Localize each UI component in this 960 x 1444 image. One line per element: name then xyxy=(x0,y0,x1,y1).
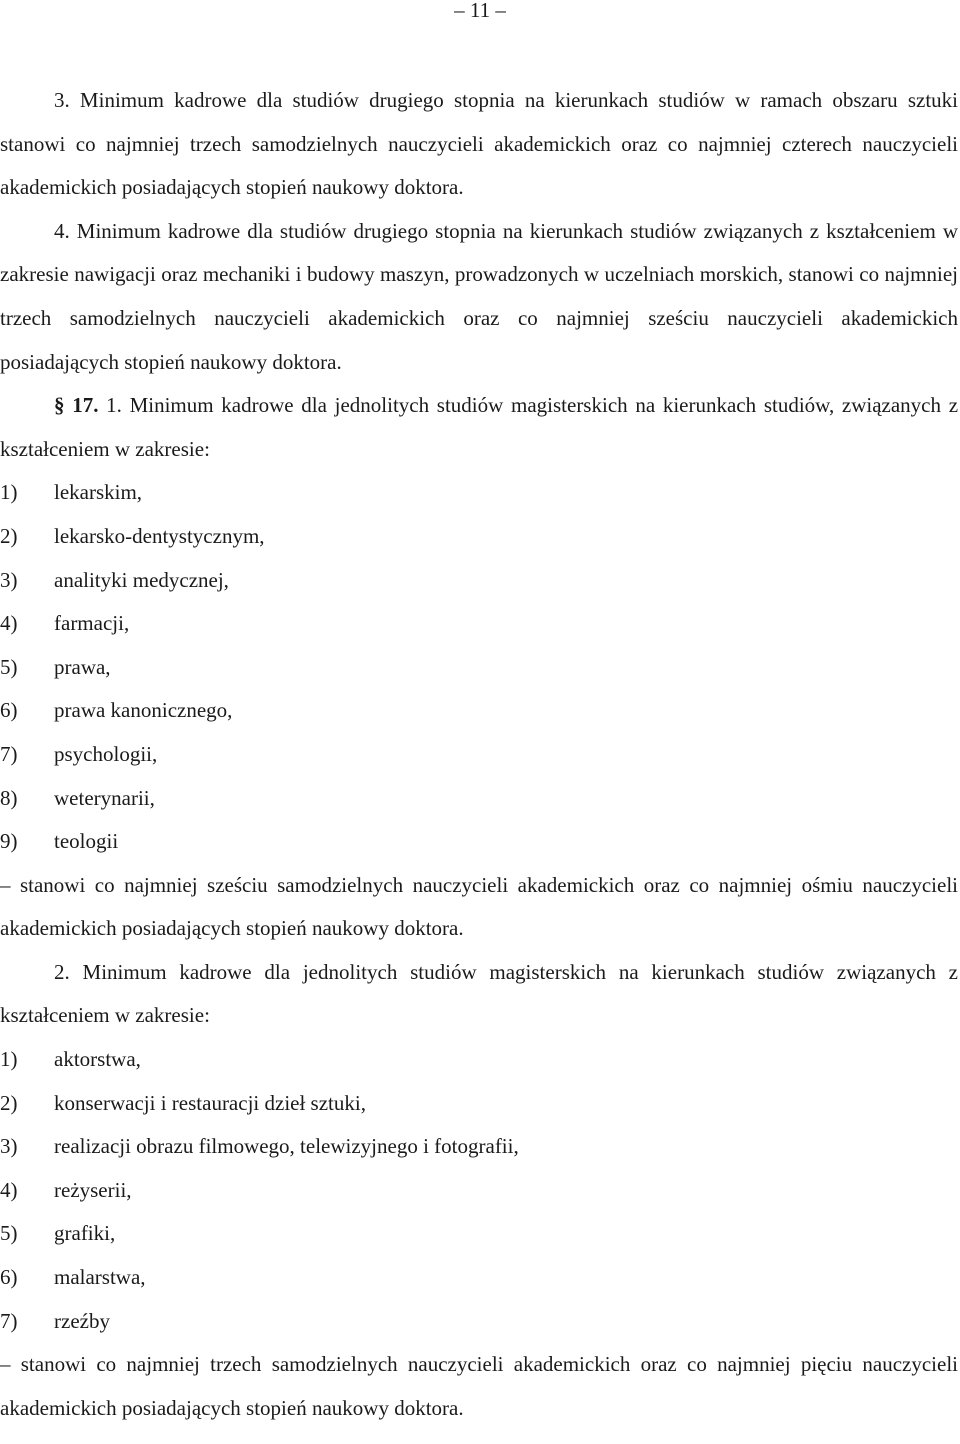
list-item xyxy=(0,689,958,733)
list-item xyxy=(0,471,958,515)
list-item-number: 8) xyxy=(0,785,18,810)
list-item-text: reżyserii, xyxy=(54,1177,132,1202)
list-art-fields xyxy=(0,1038,958,1343)
list-item xyxy=(0,515,958,559)
list-item-number: 3) xyxy=(0,567,18,592)
list-item xyxy=(0,1038,958,1082)
list-item xyxy=(0,1212,958,1256)
list-item-number: 2) xyxy=(0,1090,18,1115)
list-item xyxy=(0,1082,958,1126)
paragraph-4: 4. Minimum kadrowe dla studiów drugiego stopnia na kierunkach studiów związanych z kształceniem w zakresie nawigacji oraz mechaniki i budowy maszyn, prowadzonych w uczelniach morskich, stanowi co najmniej trzech samodzielnych nauczycieli akademickich oraz co najmniej sześciu nauczycieli akademickich posiadających stopień naukowy doktora. xyxy=(0,218,958,374)
list-item-text: farmacji, xyxy=(54,611,130,636)
list-item-number: 3) xyxy=(0,1134,18,1159)
list-item-number: 7) xyxy=(0,1308,18,1333)
list-item xyxy=(0,733,958,777)
list-item-text: analityki medycznej, xyxy=(54,567,229,592)
list-item-text: aktorstwa, xyxy=(54,1047,141,1072)
list-item-text: realizacji obrazu filmowego, telewizyjnego i fotografii, xyxy=(54,1134,519,1159)
list-item xyxy=(0,602,958,646)
paragraph-3: 3. Minimum kadrowe dla studiów drugiego stopnia na kierunkach studiów w ramach obszaru sztuki stanowi co najmniej trzech samodzielnych nauczycieli akademickich oraz co najmniej czterech nauczycieli akademickich posiadających stopień naukowy doktora. xyxy=(0,88,958,200)
list-item-number: 7) xyxy=(0,741,18,766)
section-17-closing-1: – stanowi co najmniej sześciu samodzielnych nauczycieli akademickich oraz co najmniej ośmiu nauczycieli akademickich posiadających stopień naukowy doktora. xyxy=(0,872,958,941)
list-item-text: psychologii, xyxy=(54,741,158,766)
list-item xyxy=(0,820,958,864)
section-heading: § 17. xyxy=(54,393,99,418)
section-17-paragraph-1 xyxy=(0,384,958,471)
list-item-number: 5) xyxy=(0,1221,18,1246)
list-item xyxy=(0,1256,958,1300)
list-item-number: 2) xyxy=(0,523,18,548)
page-number: – 11 – xyxy=(454,0,506,22)
list-item-text: lekarsko-dentystycznym, xyxy=(54,523,265,548)
list-item-number: 6) xyxy=(0,698,18,723)
section-17-closing-2: – stanowi co najmniej trzech samodzielnych nauczycieli akademickich oraz co najmniej pięciu nauczycieli akademickich posiadających stopień naukowy doktora. xyxy=(0,1352,958,1420)
list-item-number: 6) xyxy=(0,1265,18,1290)
list-item-number: 1) xyxy=(0,1047,18,1072)
list-item xyxy=(0,559,958,603)
list-item xyxy=(0,777,958,821)
section-17-paragraph-2: 2. Minimum kadrowe dla jednolitych studiów magisterskich na kierunkach studiów związanych z kształceniem w zakresie: xyxy=(0,959,958,1028)
list-item xyxy=(0,1169,958,1213)
list-item xyxy=(0,646,958,690)
list-item-text: prawa, xyxy=(54,654,111,679)
document-body xyxy=(0,79,958,1430)
list-item-text: prawa kanonicznego, xyxy=(54,698,233,723)
list-item xyxy=(0,1300,958,1344)
list-item-text: grafiki, xyxy=(54,1221,116,1246)
section-17-intro-1: 1. Minimum kadrowe dla jednolitych studiów magisterskich na kierunkach studiów, związanych z kształceniem w zakresie: xyxy=(0,393,959,461)
list-item-number: 9) xyxy=(0,829,18,854)
list-item-number: 4) xyxy=(0,611,18,636)
list-item-text: weterynarii, xyxy=(54,785,155,810)
list-item-text: lekarskim, xyxy=(54,480,143,505)
list-item-text: teologii xyxy=(54,829,119,854)
list-item-text: rzeźby xyxy=(54,1308,110,1333)
list-medical-fields xyxy=(0,471,958,863)
list-item-number: 5) xyxy=(0,654,18,679)
list-item-text: malarstwa, xyxy=(54,1265,146,1290)
list-item-number: 4) xyxy=(0,1177,18,1202)
list-item xyxy=(0,1125,958,1169)
list-item-number: 1) xyxy=(0,480,18,505)
list-item-text: konserwacji i restauracji dzieł sztuki, xyxy=(54,1090,366,1115)
